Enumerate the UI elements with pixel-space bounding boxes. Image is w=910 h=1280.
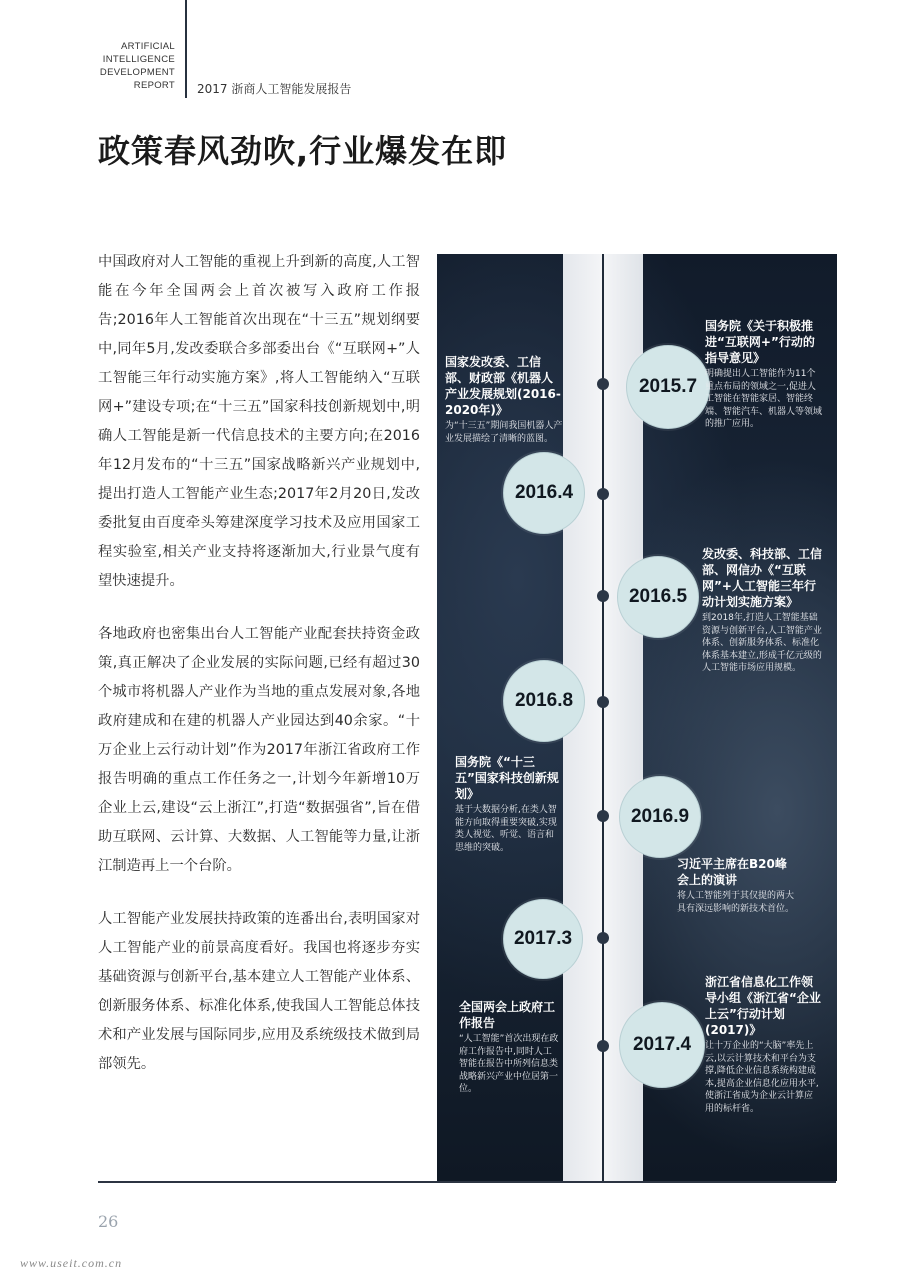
paragraph: 人工智能产业发展扶持政策的连番出台,表明国家对人工智能产业的前景高度看好。我国也将逐步夯实基础资源与创新平台,基本建立人工智能产业体系、创新服务体系、标准化体系,使我国人工智能总体技术和产业发展与国际同步,应用及系统级技术做到局部领先。 [98,911,420,1072]
timeline-dot [597,696,609,708]
header-en-line: REPORT [133,80,175,91]
header-divider-line [185,0,187,98]
timeline-entry [702,546,824,675]
body-text [98,248,420,1103]
header-en-line: DEVELOPMENT [99,67,175,78]
timeline-dot [597,378,609,390]
entry-description: 将人工智能列于其仅提的两大具有深远影响的新技术首位。 [677,891,795,914]
entry-heading: 发改委、科技部、工信部、网信办《“互联网”+人工智能三年行动计划实施方案》 [702,547,823,609]
entry-description: 基于大数据分析,在类人智能方向取得重要突破,实现类人视觉、听觉、语言和思维的突破。 [455,805,557,853]
date-bubble-2017-3: 2017.3 [503,899,583,979]
paragraph: 中国政府对人工智能的重视上升到新的高度,人工智能在今年全国两会上首次被写入政府工作报告;2016年人工智能首次出现在“十三五”规划纲要中,同年5月,发改委联合多部委出台《“互联网+”人工智能三年行动实施方案》,将人工智能纳入“互联网+”建设专项;在“十三五”国家科技创新规划中,明确人工智能是新一代信息技术的主要方向;在2016年12月发布的“十三五”国家战略新兴产业规划中,提出打造人工智能产业生态;2017年2月20日,发改委批复由百度牵头筹建深度学习技术及应用国家工程实验室,相关产业支持将逐渐加大,行业景气度有望快速提升。 [98,254,420,589]
entry-heading: 习近平主席在B20峰会上的演讲 [677,857,787,887]
page-title: 政策春风劲吹,行业爆发在即 [98,132,508,170]
entry-description: 为“十三五”期间我国机器人产业发展描绘了清晰的蓝图。 [445,421,563,444]
policy-timeline [437,254,837,1181]
watermark: www.useit.com.cn [20,1256,123,1270]
header-english-title [100,40,175,92]
date-bubble-2016-8: 2016.8 [503,660,585,742]
entry-heading: 全国两会上政府工作报告 [459,1000,556,1030]
timeline-entry [445,354,563,445]
entry-heading: 国家发改委、工信部、财政部《机器人产业发展规划(2016-2020年)》 [445,355,561,417]
timeline-dot [597,932,609,944]
entry-heading: 浙江省信息化工作领导小组《浙江省“企业上云”行动计划(2017)》 [705,975,821,1037]
date-bubble-2015-7: 2015.7 [626,345,710,429]
timeline-entry [705,318,823,431]
date-bubble-2017-4: 2017.4 [619,1002,705,1088]
entry-description: 让十万企业的“大脑”率先上云,以云计算技术和平台为支撑,降低企业信息系统构建成本,提高企业信息化应用水平,使浙江省成为企业云计算应用的标杆省。 [705,1041,819,1114]
timeline-dot [597,1040,609,1052]
entry-description: “人工智能”首次出现在政府工作报告中,同时人工智能在报告中所列信息类战略新兴产业中位居第一位。 [459,1034,559,1094]
footer-rule [98,1181,836,1183]
entry-description: 到2018年,打造人工智能基础资源与创新平台,人工智能产业体系、创新服务体系、标准化体系基本建立,形成千亿元级的人工智能市场应用规模。 [702,613,822,673]
timeline-entry [677,856,797,915]
header-report-title: 2017 浙商人工智能发展报告 [197,82,352,96]
date-bubble-2016-9: 2016.9 [619,776,701,858]
timeline-dot [597,488,609,500]
timeline-dot [597,810,609,822]
date-bubble-2016-4: 2016.4 [503,452,585,534]
timeline-dot [597,590,609,602]
entry-description: 明确提出人工智能作为11个重点布局的领域之一,促进人工智能在智能家居、智能终端、智能汽车、机器人等领域的推广应用。 [705,369,823,429]
entry-heading: 国务院《关于积极推进“互联网+”行动的指导意见》 [705,319,815,365]
entry-heading: 国务院《“十三五”国家科技创新规划》 [455,755,559,801]
timeline-entry [455,754,561,854]
date-bubble-2016-5: 2016.5 [617,556,699,638]
timeline-entry [705,974,821,1115]
header-en-line: ARTIFICIAL [120,41,175,52]
header-en-line: INTELLIGENCE [102,54,175,65]
page-number: 26 [98,1212,119,1231]
timeline-entry [459,999,559,1096]
paragraph: 各地政府也密集出台人工智能产业配套扶持资金政策,真正解决了企业发展的实际问题,已经有超过30个城市将机器人产业作为当地的重点发展对象,各地政府建成和在建的机器人产业园达到40余家。“十万企业上云行动计划”作为2017年浙江省政府工作报告明确的重点工作任务之一,计划今年新增10万企业上云,建设“云上浙江”,打造“数据强省”,旨在借助互联网、云计算、大数据、人工智能等力量,让浙江制造再上一个台阶。 [98,626,420,874]
